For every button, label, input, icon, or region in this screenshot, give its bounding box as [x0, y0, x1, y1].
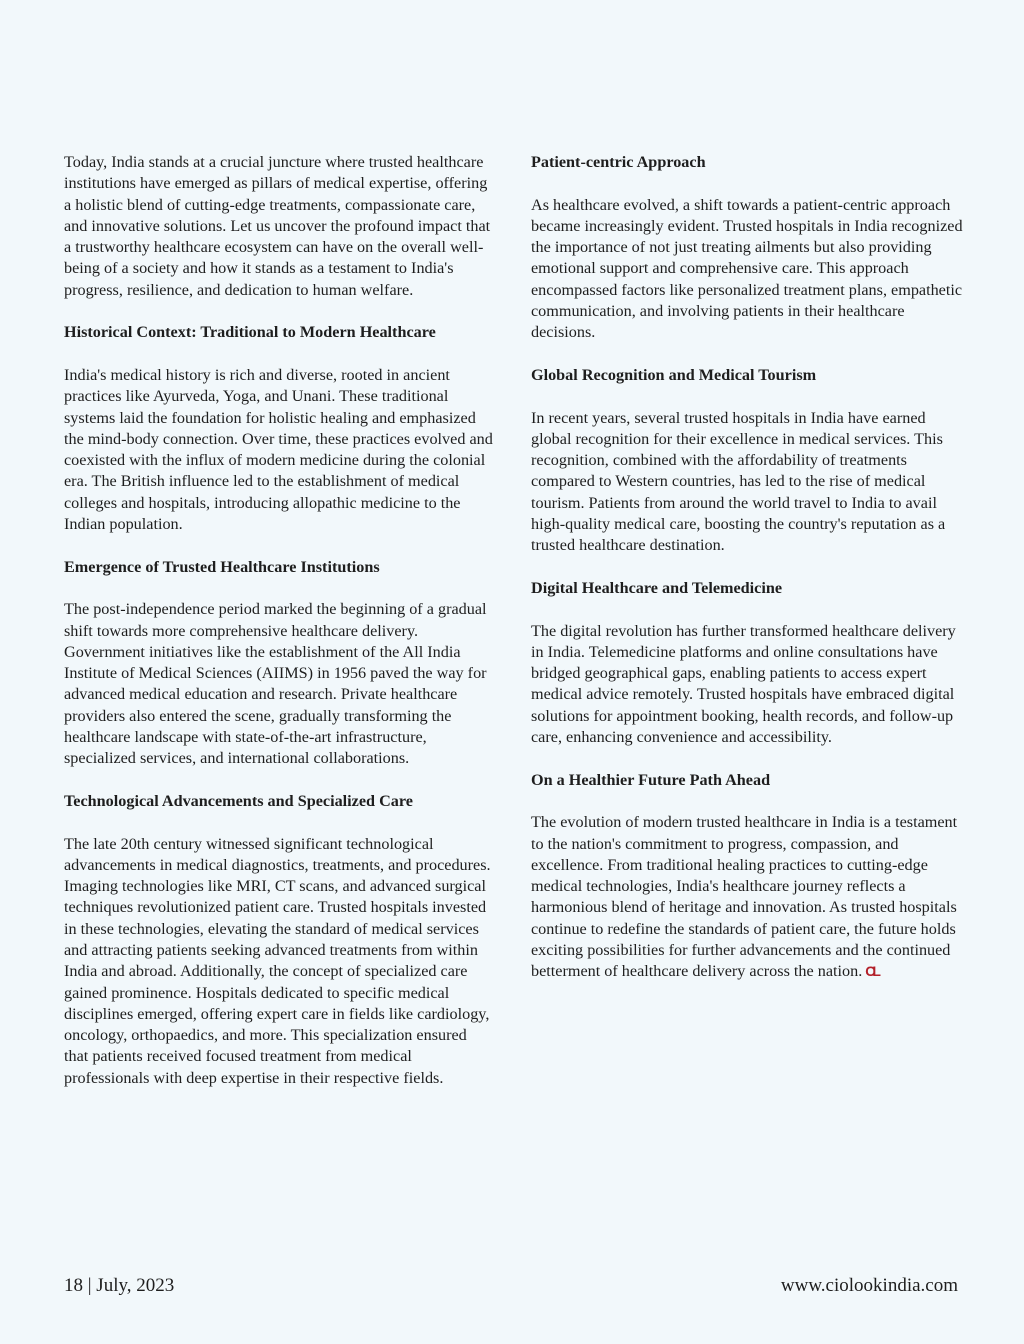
section-heading-emergence: Emergence of Trusted Healthcare Institutions	[64, 557, 380, 576]
future-paragraph-wrapper	[531, 812, 963, 982]
emergence-paragraph: The post-independence period marked the beginning of a gradual shift towards more comprehensive healthcare delivery. Government initiatives like the establishment of the All India Institute of Medical Sciences (AIIMS) in 1956 paved the way for advanced medical education and research. Private healthcare providers also entered the scene, gradually transforming the healthcare landscape with state-of-the-art infrastructure, specialized services, and international collaborations.	[64, 600, 487, 768]
intro-paragraph: Today, India stands at a crucial juncture where trusted healthcare institutions have emerged as pillars of medical expertise, offering a holistic blend of cutting-edge treatments, compassionate care, and innovative solutions. Let us uncover the profound impact that a trustworthy healthcare ecosystem can have on the overall well-being of a society and how it stands as a testament to India's progress, resilience, and dedication to human welfare.	[64, 153, 491, 299]
historical-paragraph: India's medical history is rich and diverse, rooted in ancient practices like Ayurveda, Yoga, and Unani. These traditional systems laid the foundation for holistic healing and emphasized the mind-body connection. Over time, these practices evolved and coexisted with the influx of modern medicine during the colonial era. The British influence led to the establishment of medical colleges and hospitals, introducing allopathic medicine to the Indian population.	[64, 365, 493, 534]
section-heading-future: On a Healthier Future Path Ahead	[531, 770, 771, 789]
section-heading-patient-centric: Patient-centric Approach	[531, 153, 706, 171]
right-column	[531, 152, 963, 1004]
digital-paragraph: The digital revolution has further transformed healthcare delivery in India. Telemedicine platforms and online consultations have bridged geographical gaps, enabling patients to access expert medical advice remotely. Trusted hospitals have embraced digital solutions for appointment booking, health records, and follow-up care, enhancing convenience and accessibility.	[531, 621, 956, 747]
global-paragraph: In recent years, several trusted hospitals in India have earned global recognition for their excellence in medical services. This recognition, combined with the affordability of treatments compared to Western countries, has led to the rise of medical tourism. Patients from around the world travel to India to avail high-quality medical care, boosting the country's reputation as a trusted healthcare destination.	[531, 408, 946, 555]
section-heading-historical: Historical Context: Traditional to Modern Healthcare	[64, 323, 436, 342]
website-url: www.ciolookindia.com	[780, 1275, 958, 1296]
section-heading-digital: Digital Healthcare and Telemedicine	[531, 578, 783, 597]
future-paragraph: The evolution of modern trusted healthcare in India is a testament to the nation's commitment to progress, compassion, and excellence. From traditional healing practices to cutting-edge medical technologies, India's healthcare journey reflects a harmonious blend of heritage and innovation. As trusted hospitals continue to redefine the standards of patient care, the future holds exciting possibilities for further advancements and the continued betterment of healthcare delivery across the nation.	[531, 813, 958, 981]
section-heading-global: Global Recognition and Medical Tourism	[531, 365, 817, 384]
technology-paragraph: The late 20th century witnessed significant technological advancements in medical diagnostics, treatments, and procedures. Imaging technologies like MRI, CT scans, and advanced surgical techniques revolutionized patient care. Trusted hospitals invested in these technologies, elevating the standard of medical services and attracting patients seeking advanced treatments from within India and abroad. Additionally, the concept of specialized care gained prominence. Hospitals dedicated to specific medical disciplines emerged, offering expert care in fields like cardiology, oncology, orthopaedics, and more. This specialization ensured that patients received focused treatment from medical professionals with deep expertise in their respective fields.	[64, 834, 491, 1087]
article-end-logo-icon: CL	[865, 963, 878, 980]
section-heading-technology: Technological Advancements and Specialized Care	[64, 791, 413, 810]
patient-centric-paragraph: As healthcare evolved, a shift towards a patient-centric approach became increasingly evident. Trusted hospitals in India recognized the importance of not just treating ailments but also providing emotional support and comprehensive care. This approach encompassed factors like personalized treatment plans, empathetic communication, and involving patients in their healthcare decisions.	[531, 195, 963, 342]
left-column	[64, 152, 494, 1110]
page-number-date: 18 | July, 2023	[64, 1275, 175, 1296]
